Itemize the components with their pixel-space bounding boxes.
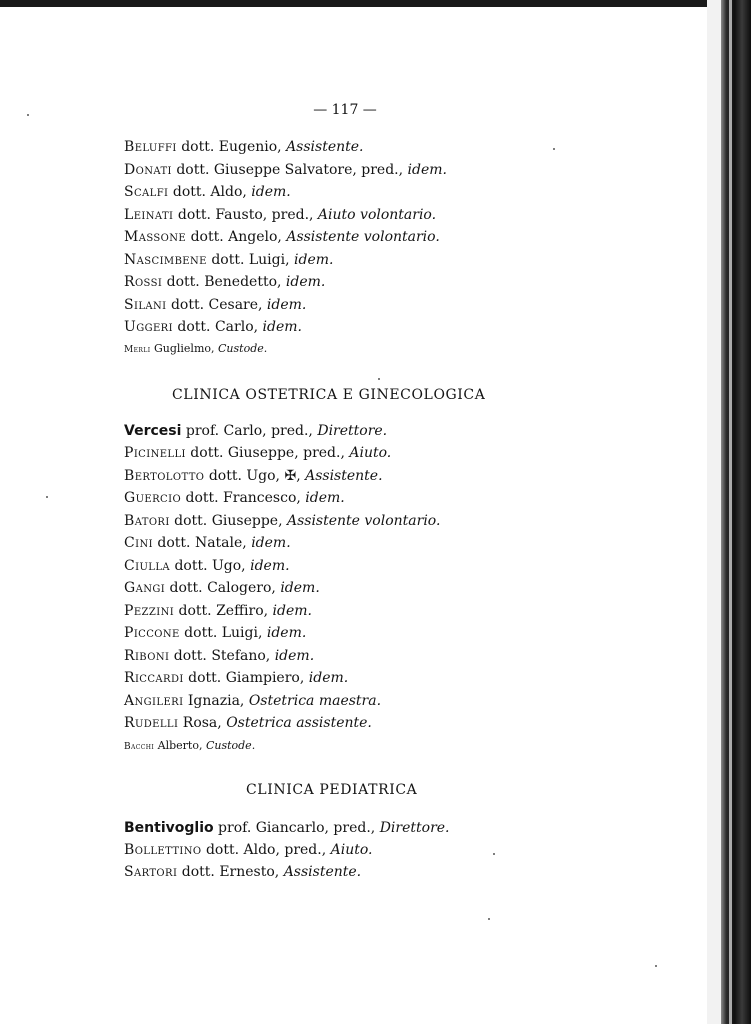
entry-details: prof. Giancarlo, pred., [213,820,380,836]
entry-surname: Beluffi [124,139,177,155]
staff-entry [124,863,361,881]
entry-role: Direttore. [379,820,450,836]
entry-role: Custode. [205,739,256,752]
entry-surname: Picinelli [124,445,186,461]
entry-role: idem. [266,625,307,641]
staff-entry [124,318,302,336]
entry-surname: Bollettino [124,842,202,858]
entry-details: dott. Giuseppe, [169,513,287,529]
entry-surname: Batori [124,513,170,529]
entry-surname: Silani [124,297,167,313]
entry-role: Assistente. [286,139,364,155]
staff-entry [124,228,440,246]
staff-entry [124,206,436,224]
entry-role: idem. [280,580,320,596]
entry-details: dott. Zeffiro, [174,603,273,619]
entry-details: prof. Carlo, pred., [181,423,318,439]
page-number: — 117 — [313,102,377,118]
entry-role: Assistente volontario. [286,513,441,529]
entry-role: idem. [308,670,349,686]
entry-surname: Angileri [124,693,184,709]
staff-entry [124,714,372,732]
entry-role: Assistente. [305,468,383,484]
staff-entry [124,512,440,530]
entry-role: Ostetrica maestra. [248,693,382,709]
entry-details: dott. Carlo, [172,319,263,335]
staff-entry [124,467,383,485]
entry-surname: Donati [124,162,172,178]
entry-surname: Bentivoglio [124,820,214,836]
entry-details: dott. Giuseppe Salvatore, pred., [171,162,408,178]
staff-entry [124,602,312,620]
staff-entry [124,692,381,710]
staff-entry [124,296,306,314]
entry-role: idem. [251,184,291,200]
staff-entry [124,647,314,665]
staff-entry [124,444,391,462]
entry-role: Aiuto. [330,842,373,858]
entry-surname: Massone [124,229,187,245]
entry-surname: Uggeri [124,319,173,335]
entry-surname: Ciulla [124,558,170,574]
entry-details: dott. Ugo, [170,558,251,574]
entry-details: dott. Natale, [152,535,252,551]
entry-details: dott. Ernesto, [177,864,284,880]
entry-role: Direttore. [317,423,388,439]
staff-entry [124,624,306,642]
entry-details: Alberto, [154,739,206,752]
entry-surname: Merli [124,345,151,355]
entry-surname: Vercesi [124,423,182,439]
staff-entry [124,273,325,291]
entry-details: Rosa, [178,715,227,731]
entry-surname: Nascimbene [124,252,207,268]
staff-entry [124,669,348,687]
entry-role: idem. [250,558,290,574]
entry-details: dott. Luigi, [179,625,267,641]
entry-details: dott. Angelo, [186,229,287,245]
entry-details: Ignazia, [183,693,249,709]
entry-role: Custode. [218,342,268,355]
entry-details: dott. Benedetto, [162,274,286,290]
entry-surname: Pezzini [124,603,175,619]
entry-surname: Riboni [124,648,170,664]
entry-surname: Rudelli [124,715,179,731]
staff-entry [124,841,373,859]
entry-details: dott. Aldo, [168,184,252,200]
entry-role: idem. [294,252,334,268]
entry-details: dott. Calogero, [165,580,281,596]
entry-role: idem. [274,648,315,664]
staff-entry [124,819,450,837]
entry-surname: Riccardi [124,670,184,686]
entry-role: idem. [262,319,302,335]
entry-surname: Piccone [124,625,180,641]
entry-details: dott. Stefano, [169,648,275,664]
entry-role: idem. [305,490,345,506]
entry-role: Aiuto volontario. [317,207,437,223]
staff-entry [124,579,320,597]
entry-role: Assistente volontario. [286,229,440,245]
entry-details: dott. Luigi, [206,252,294,268]
entry-surname: Leinati [124,207,174,223]
entry-role: idem. [266,297,307,313]
staff-entry [124,340,267,359]
entry-surname: Guercio [124,490,182,506]
entry-details: dott. Cesare, [166,297,267,313]
entry-role: Assistente. [283,864,362,880]
entry-surname: Rossi [124,274,163,290]
entry-surname: Scalfi [124,184,169,200]
staff-entry [124,138,364,156]
staff-entry [124,422,387,440]
entry-surname: Cini [124,535,153,551]
staff-entry [124,557,290,575]
entry-surname: Gangi [124,580,166,596]
staff-entry [124,489,345,507]
entry-details: dott. Giuseppe, pred., [185,445,350,461]
section-heading: CLINICA OSTETRICA E GINECOLOGICA [172,387,486,403]
section-heading: CLINICA PEDIATRICA [246,782,418,798]
entry-surname: Bertolotto [124,468,205,484]
entry-role: idem. [272,603,312,619]
entry-role: Aiuto. [349,445,392,461]
entry-details: dott. Giampiero, [183,670,309,686]
entry-details: dott. Ugo, ✠, [204,468,306,484]
entry-role: idem. [251,535,291,551]
staff-entry [124,161,447,179]
entry-role: idem. [407,162,447,178]
entry-role: Ostetrica assistente. [226,715,372,731]
staff-entry [124,534,291,552]
entry-details: dott. Francesco, [181,490,306,506]
entry-details: dott. Fausto, pred., [173,207,318,223]
entry-details: dott. Aldo, pred., [201,842,331,858]
staff-entry [124,737,255,756]
entry-details: Guglielmo, [150,342,218,355]
entry-surname: Bacchi [124,742,155,752]
entry-role: idem. [285,274,326,290]
entry-surname: Sartori [124,864,178,880]
staff-entry [124,251,333,269]
entry-details: dott. Eugenio, [176,139,287,155]
staff-entry [124,183,291,201]
